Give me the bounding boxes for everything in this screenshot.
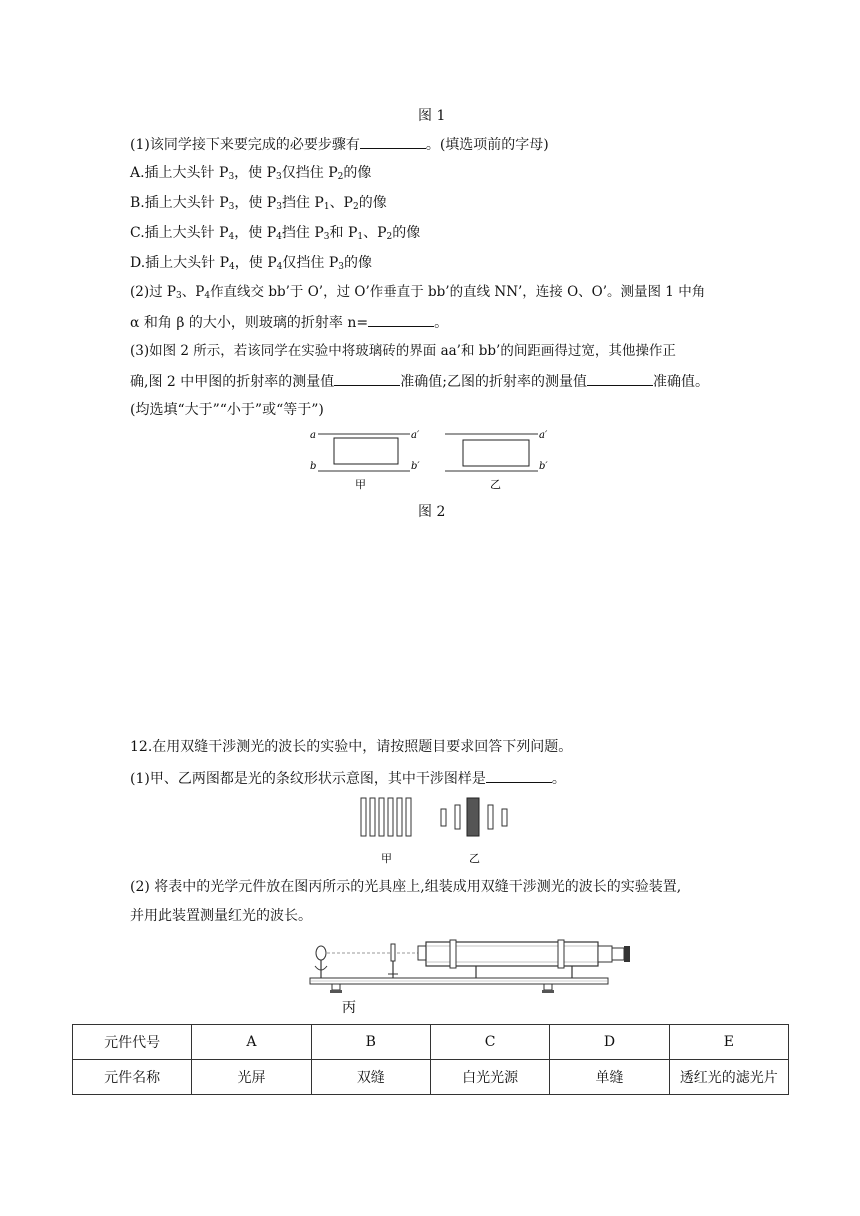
answer-blank-2[interactable]	[368, 312, 434, 327]
component-table	[72, 1024, 789, 1095]
bench-foot	[332, 984, 340, 990]
label-a-prime: a′	[411, 430, 420, 441]
answer-blank-5[interactable]	[486, 768, 552, 783]
subscript: 2	[386, 232, 393, 242]
subscript: 4	[229, 262, 235, 272]
question-3-line-1: (3)如图 2 所示，若该同学在实验中将玻璃砖的界面 aa’和 bb’的间距画得过宽，其他操作正	[130, 343, 676, 359]
question-2-text: 作直线交 bb’于 O’，过 O’作垂直于 bb’的直线 NN’，连接 O、O’。测量图 1 中角	[210, 284, 706, 300]
glass-block	[463, 440, 529, 466]
subscript: 4	[276, 232, 282, 242]
subscript: 4	[228, 232, 235, 242]
question-12-part-2-line-1: (2) 将表中的光学元件放在图丙所示的光具座上,组装成用双缝干涉测光的波长的实验装置,	[130, 879, 682, 895]
option-c-text: ，使 P	[234, 225, 277, 241]
question-2-text: 、P	[181, 284, 205, 300]
answer-blank-3[interactable]	[334, 371, 400, 386]
subscript: 4	[204, 291, 211, 301]
option-d	[130, 253, 372, 277]
answer-blank-4[interactable]	[587, 371, 653, 386]
question-12-text: 。	[551, 771, 566, 787]
fringe	[361, 798, 366, 836]
figure-2-caption: 图 2	[418, 504, 446, 520]
subscript: 3	[228, 202, 235, 212]
fringe	[406, 798, 411, 836]
glass-block	[334, 438, 398, 464]
subscript: 2	[352, 202, 359, 212]
table-row	[73, 1060, 789, 1095]
figure-2-diagram	[300, 424, 560, 494]
option-b-text: B.插上大头针 P	[130, 195, 229, 211]
subscript: 1	[357, 232, 364, 242]
fringe-pattern-jia	[361, 798, 411, 865]
label-bing: 丙	[342, 1000, 356, 1016]
question-12-part-2-line-2: 并用此装置测量红光的波长。	[130, 908, 312, 924]
option-b-text: 的像	[358, 195, 387, 211]
table-cell: E	[669, 1025, 788, 1060]
fringe	[455, 805, 460, 829]
question-12-text: (1)甲、乙两图都是光的条纹形状示意图，其中干涉图样是	[130, 771, 486, 787]
slit-box	[418, 946, 426, 960]
option-a-text: A.插上大头针 P	[130, 165, 229, 181]
subscript: 2	[337, 172, 344, 182]
table-cell: 元件名称	[73, 1060, 192, 1095]
option-d-text: 的像	[344, 255, 372, 271]
table-cell: 双缝	[311, 1060, 430, 1095]
option-b-text: 、P	[329, 195, 353, 211]
option-c	[130, 223, 420, 247]
table-cell: 单缝	[550, 1060, 669, 1095]
fringe	[370, 798, 375, 836]
table-cell: C	[430, 1025, 549, 1060]
option-d-text: ，使 P	[234, 255, 277, 271]
subscript: 3	[276, 202, 282, 212]
question-3-text: 确,图 2 中甲图的折射率的测量值	[130, 374, 335, 390]
eyepiece-cap	[624, 946, 630, 962]
option-a-text: ，使 P	[234, 165, 277, 181]
option-a	[130, 163, 371, 187]
eyepiece-body	[598, 946, 612, 962]
option-b	[130, 193, 387, 217]
subscript: 3	[323, 232, 330, 242]
label-b: b	[310, 461, 317, 472]
option-a-text: 的像	[343, 165, 372, 181]
table-row	[73, 1025, 789, 1060]
subscript: 3	[228, 172, 235, 182]
question-1-text	[130, 134, 549, 155]
question-3-line-2	[130, 371, 709, 392]
table-cell: 白光光源	[430, 1060, 549, 1095]
eyepiece	[612, 948, 624, 960]
label-b-prime: b′	[539, 461, 548, 472]
question-2-text: (2)过 P	[130, 284, 176, 300]
label-a-prime: a′	[539, 430, 548, 441]
table-cell: D	[550, 1025, 669, 1060]
fringe	[441, 809, 446, 826]
light-source-bulb	[316, 946, 326, 960]
question-3-line-3: (均选填“大于”“小于”或“等于”)	[130, 402, 324, 418]
question-3-text: 准确值。	[652, 374, 709, 390]
table-cell: 元件代号	[73, 1025, 192, 1060]
lens-holder	[391, 944, 395, 961]
option-b-text: 挡住 P	[281, 195, 324, 211]
bench-foot-base	[330, 990, 342, 993]
label-jia: 甲	[355, 478, 366, 491]
figure-2-yi	[445, 430, 548, 491]
option-c-text: 的像	[392, 225, 421, 241]
table-cell: B	[311, 1025, 430, 1060]
subscript: 4	[276, 262, 283, 272]
tube-ring	[450, 940, 456, 968]
fringe	[502, 809, 507, 826]
answer-blank-1[interactable]	[360, 134, 426, 149]
option-b-text: ，使 P	[234, 195, 277, 211]
question-1-suffix: 。(填选项前的字母)	[425, 137, 549, 153]
question-2-line-2	[130, 312, 448, 333]
option-c-text: 和 P	[329, 225, 358, 241]
question-12-part-1	[130, 768, 566, 789]
subscript: 3	[338, 262, 344, 272]
subscript: 1	[323, 202, 330, 212]
subscript: 3	[176, 291, 182, 301]
central-fringe	[467, 798, 479, 836]
subscript: 3	[276, 172, 282, 182]
option-a-text: 仅挡住 P	[281, 165, 338, 181]
question-3-text: 准确值;乙图的折射率的测量值	[400, 374, 587, 390]
label-yi: 乙	[490, 478, 501, 491]
question-2-line-1	[130, 282, 705, 306]
bench-foot-base	[542, 990, 554, 993]
table-cell: 透红光的滤光片	[669, 1060, 788, 1095]
label-yi: 乙	[469, 852, 480, 865]
option-d-text: D.插上大头针 P	[130, 255, 230, 271]
tube-ring	[558, 940, 564, 968]
fringe-pattern-yi	[441, 798, 507, 865]
figure-1-caption: 图 1	[418, 108, 446, 124]
option-d-text: 仅挡住 P	[282, 255, 339, 271]
fringe	[388, 798, 393, 836]
option-c-text: 、P	[363, 225, 387, 241]
table-cell: A	[192, 1025, 311, 1060]
optical-bench-figure	[300, 934, 645, 1018]
table-cell: 光屏	[192, 1060, 311, 1095]
bench-foot	[544, 984, 552, 990]
option-c-text: 挡住 P	[281, 225, 324, 241]
label-jia: 甲	[381, 852, 392, 865]
question-2-text: α 和角 β 的大小，则玻璃的折射率 n=	[130, 315, 369, 331]
figure-2-jia	[310, 430, 420, 491]
fringe	[397, 798, 402, 836]
label-b-prime: b′	[411, 461, 420, 472]
option-c-text: C.插上大头针 P	[130, 225, 229, 241]
fringe	[379, 798, 384, 836]
question-12-title: 12.在用双缝干涉测光的波长的实验中，请按照题目要求回答下列问题。	[130, 739, 573, 755]
question-2-text: 。	[434, 315, 449, 331]
label-a: a	[310, 430, 316, 441]
fringe-patterns-figure	[355, 795, 525, 867]
fringe	[488, 805, 493, 829]
question-1-prefix: (1)该同学接下来要完成的必要步骤有	[130, 137, 360, 153]
